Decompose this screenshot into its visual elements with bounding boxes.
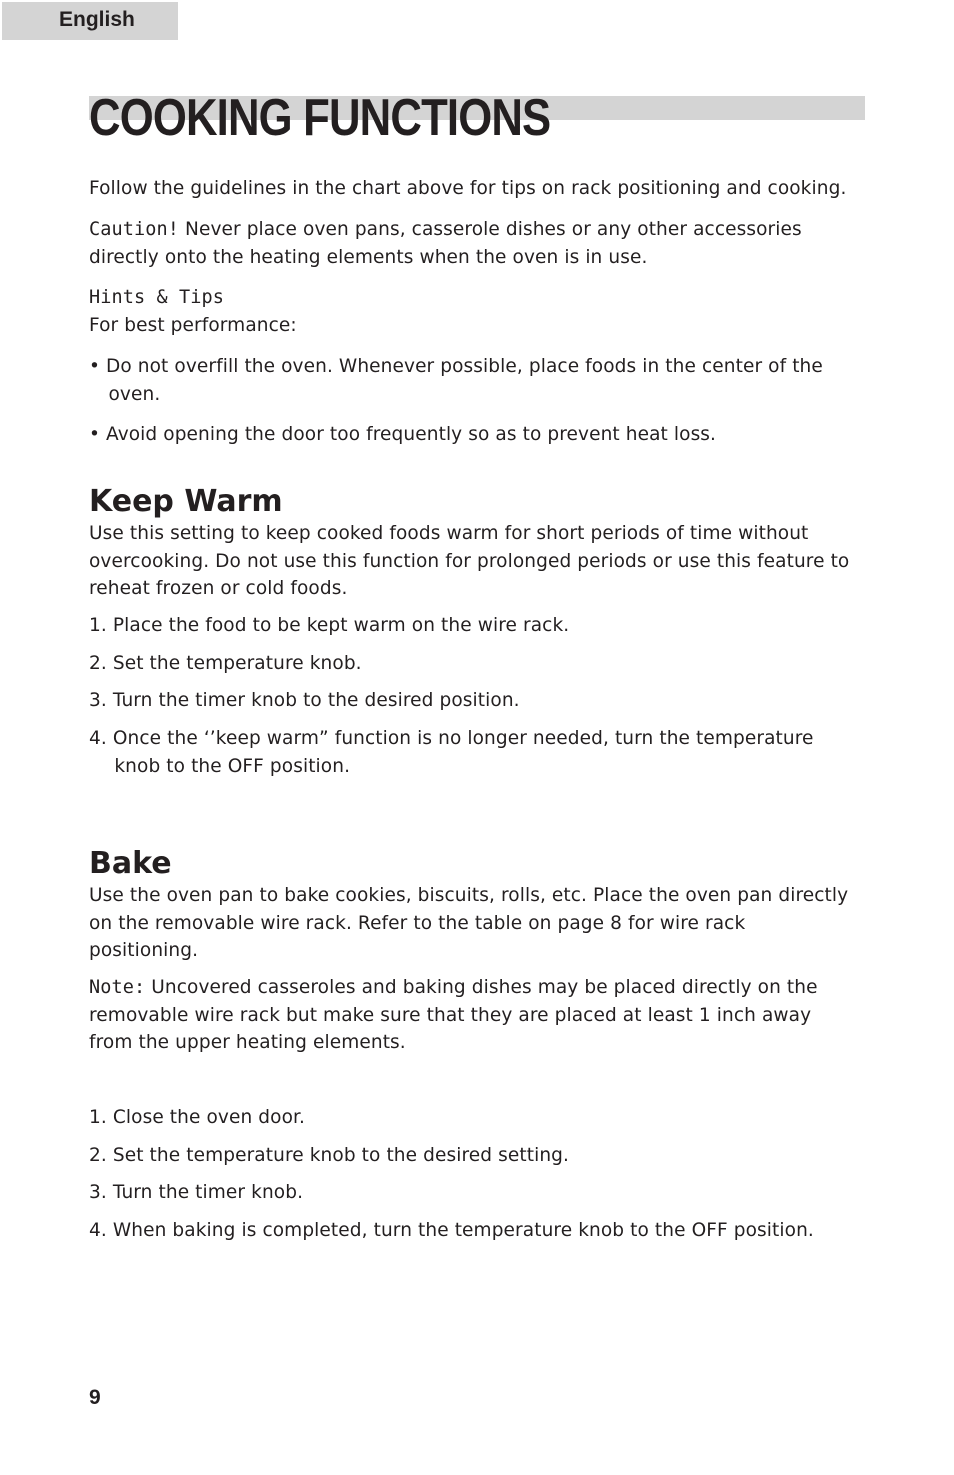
keep-warm-step-3: 3. Turn the timer knob to the desired position. (89, 689, 520, 711)
bake-step-1: 1. Close the oven door. (89, 1106, 306, 1128)
keep-warm-description: Use this setting to keep cooked foods warm for short periods of time without overcooking. Do not use this function for prolonged periods or use this feature to reheat frozen or cold foods. (89, 522, 850, 599)
bake-note-paragraph (89, 974, 850, 1057)
caution-label: Caution! (89, 218, 180, 240)
caution-paragraph (89, 216, 850, 271)
guidelines-paragraph: Follow the guidelines in the chart above for tips on rack positioning and cooking. (89, 177, 847, 199)
bake-description: Use the oven pan to bake cookies, biscuits, rolls, etc. Place the oven pan directly on the removable wire rack. Refer to the table on page 8 for wire rack positioning. (89, 884, 849, 961)
keep-warm-step-1: 1. Place the food to be kept warm on the wire rack. (89, 614, 570, 636)
hints-tips-label: Hints & Tips (89, 286, 225, 308)
page-number: 9 (89, 1386, 101, 1409)
hint-bullet-2: • Avoid opening the door too frequently so as to prevent heat loss. (89, 423, 717, 445)
caution-text: Never place oven pans, casserole dishes or any other accessories directly onto the heating elements when the oven is in use. (89, 218, 802, 268)
language-tab: English (2, 2, 178, 40)
note-text: Uncovered casseroles and baking dishes may be placed directly on the removable wire rack but make sure that they are placed at least 1 inch away from the upper heating elements. (89, 976, 818, 1053)
bake-heading: Bake (89, 846, 172, 881)
keep-warm-step-4: 4. Once the ‘’keep warm” function is no longer needed, turn the temperature knob to the OFF position. (89, 727, 814, 777)
hint-bullet-1: • Do not overfill the oven. Whenever possible, place foods in the center of the oven. (89, 355, 823, 405)
bake-step-3: 3. Turn the timer knob. (89, 1181, 304, 1203)
keep-warm-step-2: 2. Set the temperature knob. (89, 652, 362, 674)
bake-step-2: 2. Set the temperature knob to the desired setting. (89, 1144, 570, 1166)
keep-warm-heading: Keep Warm (89, 484, 283, 519)
bake-step-4: 4. When baking is completed, turn the temperature knob to the OFF position. (89, 1219, 814, 1241)
page-title: COOKING FUNCTIONS (89, 89, 551, 147)
note-label: Note: (89, 976, 146, 998)
hints-lead: For best performance: (89, 314, 297, 336)
